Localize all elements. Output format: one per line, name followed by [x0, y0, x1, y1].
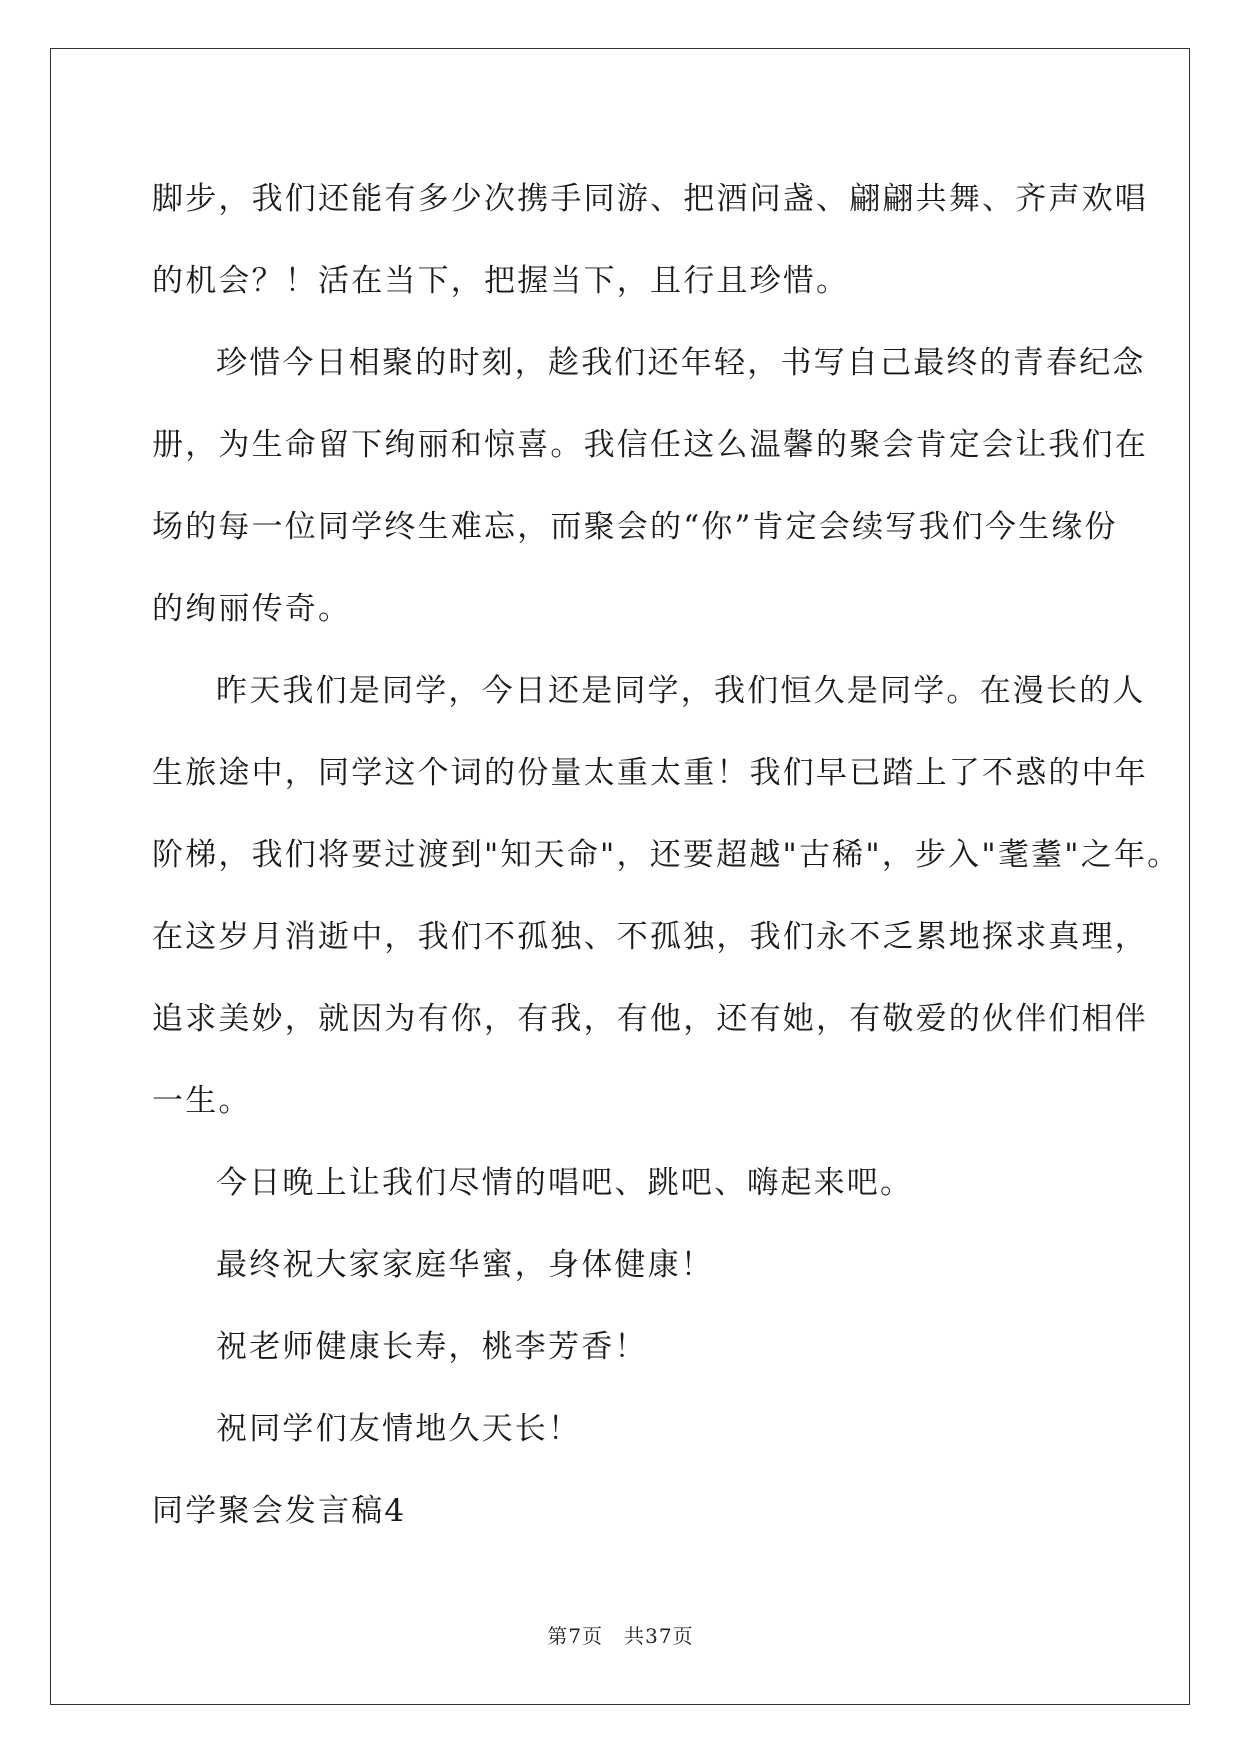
paragraph-line: 册，为生命留下绚丽和惊喜。我信任这么温馨的聚会肯定会让我们在 — [152, 427, 1148, 463]
paragraph-line: 最终祝大家家庭华蜜，身体健康！ — [216, 1247, 714, 1283]
paragraph-line: 生旅途中，同学这个词的份量太重太重！我们早已踏上了不惑的中年 — [152, 755, 1148, 791]
paragraph-line: 祝同学们友情地久天长！ — [216, 1411, 582, 1447]
paragraph-line: 的机会？！活在当下，把握当下，且行且珍惜。 — [152, 263, 850, 299]
paragraph-line: 今日晚上让我们尽情的唱吧、跳吧、嗨起来吧。 — [216, 1165, 914, 1201]
paragraph-line: 脚步，我们还能有多少次携手同游、把酒问盏、翩翩共舞、齐声欢唱 — [152, 181, 1148, 217]
paragraph-line: 追求美妙，就因为有你，有我，有他，还有她，有敬爱的伙伴们相伴 — [152, 1001, 1148, 1037]
page-number-footer: 第7页 共37页 — [547, 1624, 694, 1648]
paragraph-line: 阶梯，我们将要过渡到"知天命"，还要超越"古稀"，步入"耄耋"之年。 — [152, 837, 1181, 873]
paragraph-line: 一生。 — [152, 1083, 252, 1119]
paragraph-line: 的绚丽传奇。 — [152, 591, 352, 627]
document-body — [152, 158, 1181, 1552]
paragraph-line: 在这岁月消逝中，我们不孤独、不孤独，我们永不乏累地探求真理， — [152, 919, 1148, 955]
section-heading: 同学聚会发言稿4 — [152, 1493, 407, 1529]
paragraph-line: 场的每一位同学终生难忘，而聚会的“你”肯定会续写我们今生缘份 — [152, 509, 1118, 545]
paragraph-line: 祝老师健康长寿，桃李芳香！ — [216, 1329, 648, 1365]
paragraph-line: 珍惜今日相聚的时刻，趁我们还年轻，书写自己最终的青春纪念 — [216, 345, 1146, 381]
paragraph-line: 昨天我们是同学，今日还是同学，我们恒久是同学。在漫长的人 — [216, 673, 1146, 709]
